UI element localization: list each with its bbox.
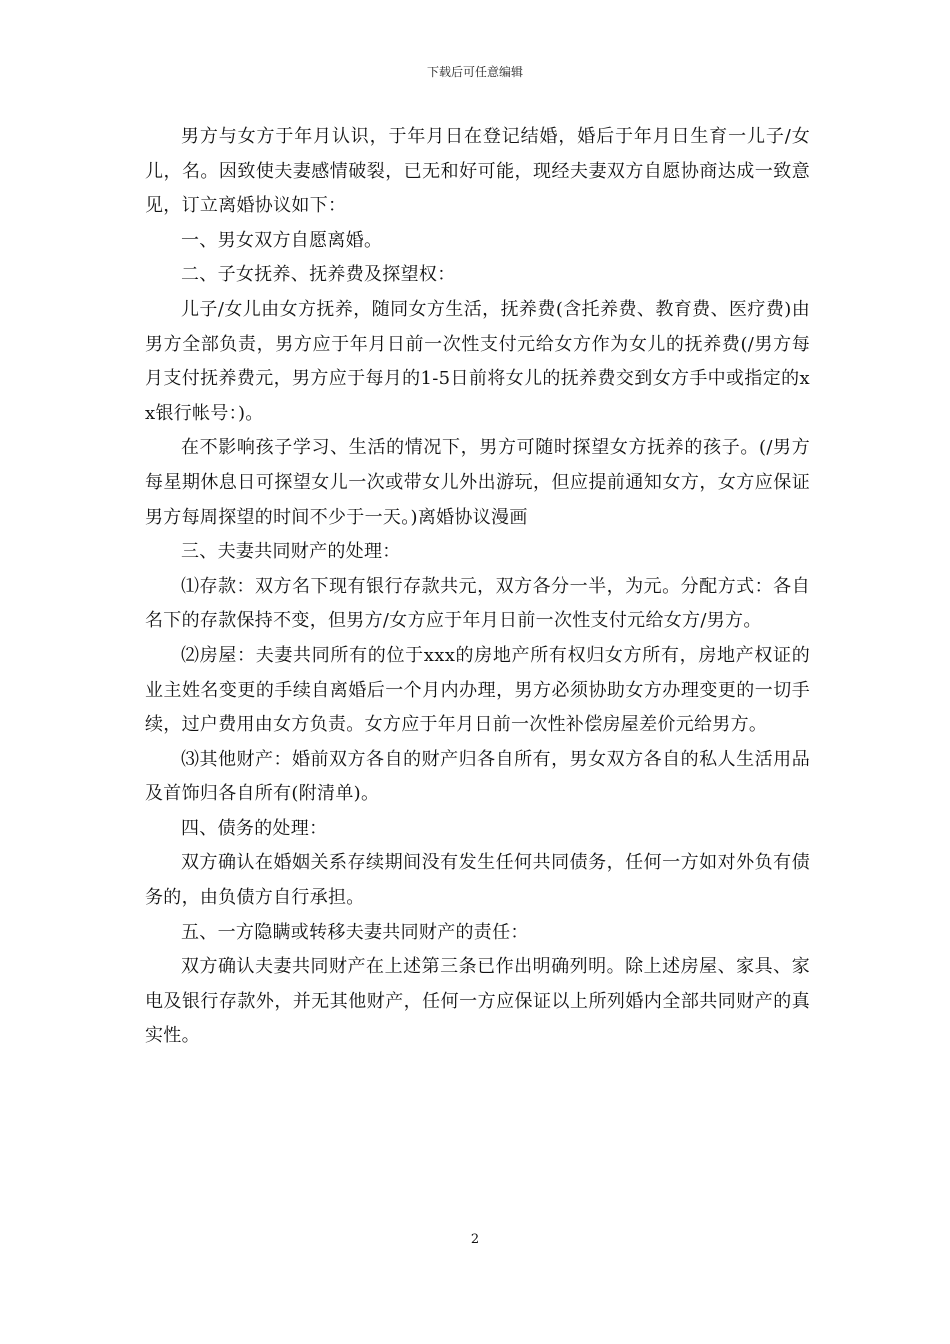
document-body [145, 120, 810, 1054]
paragraph-intro: 男方与女方于年月认识，于年月日在登记结婚，婚后于年月日生育一儿子/女儿，名。因致使夫妻感情破裂，已无和好可能，现经夫妻双方自愿协商达成一致意见，订立离婚协议如下： [145, 126, 810, 217]
page-header: 下载后可任意编辑 [426, 65, 523, 79]
paragraph-child-support: 儿子/女儿由女方抚养，随同女方生活，抚养费(含托养费、教育费、医疗费)由男方全部负责，男方应于年月日前一次性支付元给女方作为女儿的抚养费(/男方每月支付抚养费元，男方应于每月的1-5日前将女儿的抚养费交到女方手中或指定的xx银行帐号：)。 [145, 298, 810, 424]
paragraph-other-property: ⑶其他财产：婚前双方各自的财产归各自所有，男女双方各自的私人生活用品及首饰归各自所有(附清单)。 [145, 748, 810, 805]
clause-1-heading: 一、男女双方自愿离婚。 [181, 229, 383, 251]
clause-5-heading: 五、一方隐瞒或转移夫妻共同财产的责任： [181, 921, 529, 943]
clause-3-heading: 三、夫妻共同财产的处理： [181, 541, 401, 563]
paragraph-house: ⑵房屋：夫妻共同所有的位于xxx的房地产所有权归女方所有，房地产权证的业主姓名变更的手续自离婚后一个月内办理，男方必须协助女方办理变更的一切手续，过户费用由女方负责。女方应于年月日前一次性补偿房屋差价元给男方。 [145, 644, 810, 736]
paragraph-debts: 双方确认在婚姻关系存续期间没有发生任何共同债务，任何一方如对外负有债务的，由负债方自行承担。 [145, 852, 810, 909]
paragraph-savings: ⑴存款：双方名下现有银行存款共元，双方各分一半，为元。分配方式：各自名下的存款保持不变，但男方/女方应于年月日前一次性支付元给女方/男方。 [145, 575, 810, 632]
page-number: 2 [470, 1232, 480, 1247]
paragraph-visitation: 在不影响孩子学习、生活的情况下，男方可随时探望女方抚养的孩子。(/男方每星期休息日可探望女儿一次或带女儿外出游玩，但应提前通知女方，女方应保证男方每周探望的时间不少于一天。)离婚协议漫画 [145, 437, 810, 528]
clause-2-heading: 二、子女抚养、抚养费及探望权： [181, 264, 456, 286]
paragraph-concealment: 双方确认夫妻共同财产在上述第三条已作出明确列明。除上述房屋、家具、家电及银行存款外，并无其他财产，任何一方应保证以上所列婚内全部共同财产的真实性。 [145, 956, 810, 1047]
clause-4-heading: 四、债务的处理： [181, 817, 328, 839]
